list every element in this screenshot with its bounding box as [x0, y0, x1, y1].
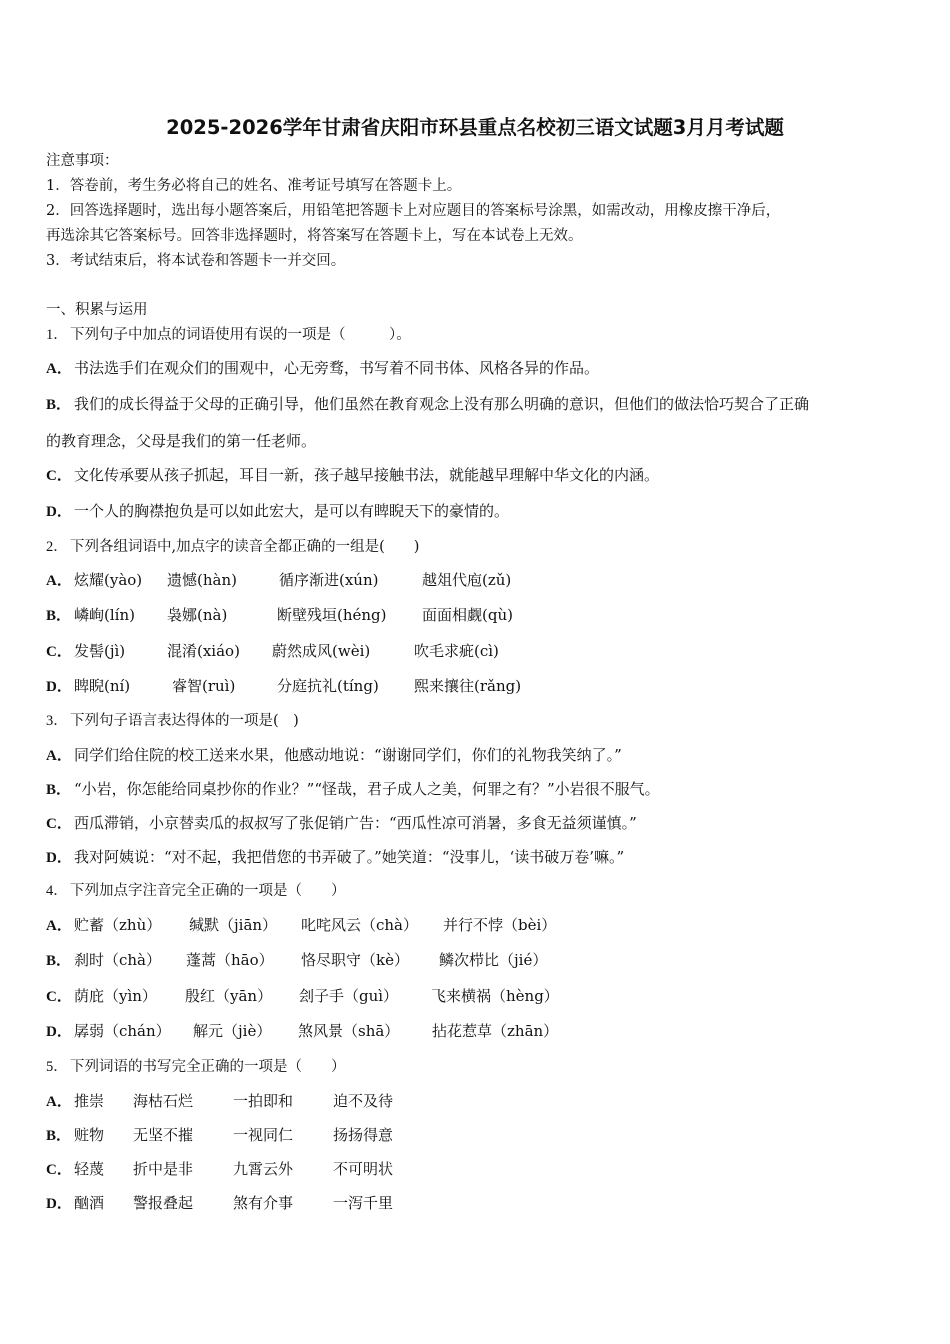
- page-title: 2025-2026学年甘肃省庆阳市环县重点名校初三语文试题3月月考试题: [166, 116, 784, 139]
- option-word: 混淆(xiáo): [167, 642, 240, 660]
- option-word: 分庭抗礼(tíng): [277, 677, 379, 695]
- option-label: A．: [46, 1094, 72, 1110]
- question-3-stem: [46, 711, 299, 731]
- option-label: B．: [46, 1128, 72, 1144]
- option-word: 越俎代庖(zǔ): [422, 571, 512, 589]
- option-label: B．: [46, 782, 72, 798]
- option-text: “小岩，你怎能给同桌抄你的作业？”“怪哉，君子成人之美，何罪之有？”小岩很不服气。: [74, 780, 660, 798]
- option-word: 面面相觑(qù): [422, 606, 513, 624]
- option-word: 恪尽职守（kè）: [301, 951, 409, 969]
- option-word: 缄默（jiān）: [189, 916, 278, 934]
- question-5-option-b: [46, 1125, 393, 1146]
- question-number: 3．: [46, 713, 68, 729]
- option-word: 叱咤风云（chà）: [301, 916, 419, 934]
- question-3-option-d: [46, 847, 624, 868]
- option-word: 袅娜(nà): [167, 606, 228, 624]
- option-label: C．: [46, 468, 72, 484]
- option-label: C．: [46, 644, 72, 660]
- option-word: 轻蔑: [74, 1160, 105, 1178]
- question-2-option-c: [46, 641, 499, 662]
- option-word: 海枯石烂: [133, 1092, 194, 1110]
- question-1-option-d: [46, 501, 509, 522]
- option-word: 熙来攘往(rǎng): [414, 677, 522, 695]
- option-word: 不可明状: [333, 1160, 394, 1178]
- option-label: B．: [46, 608, 72, 624]
- option-text: 我们的成长得益于父母的正确引导，他们虽然在教育观念上没有那么明确的意识，但他们的做法恰巧契合了正确: [74, 395, 810, 413]
- option-word: 酗酒: [74, 1194, 105, 1212]
- option-word: 一视同仁: [233, 1126, 294, 1144]
- notice-item: 2．回答选择题时，选出每小题答案后，用铅笔把答题卡上对应题目的答案标号涂黑，如需改动，用橡皮擦干净后，: [46, 203, 781, 219]
- question-1-option-a: [46, 358, 599, 379]
- question-5-option-a: [46, 1091, 393, 1112]
- option-word: 煞风景（shā）: [298, 1022, 400, 1040]
- option-label: D．: [46, 1196, 72, 1212]
- option-word: 鳞次栉比（jié）: [439, 951, 548, 969]
- question-5-option-d: [46, 1193, 393, 1214]
- question-5-option-c: [46, 1159, 393, 1180]
- question-1-option-c: [46, 465, 659, 486]
- option-word: 一拍即和: [233, 1092, 294, 1110]
- question-2-option-d: [46, 676, 521, 697]
- question-4-stem: [46, 881, 346, 901]
- option-text: 一个人的胸襟抱负是可以如此宏大，是可以有睥睨天下的豪情的。: [74, 502, 510, 520]
- option-label: C．: [46, 816, 72, 832]
- question-5-stem: [46, 1057, 346, 1077]
- option-word: 扬扬得意: [333, 1126, 394, 1144]
- question-text: 下列句子语言表达得体的一项是( ): [70, 713, 299, 729]
- option-word: 赃物: [74, 1126, 105, 1144]
- question-4-option-d: [46, 1021, 558, 1042]
- option-word: 折中是非: [133, 1160, 194, 1178]
- section-heading: 一、积累与运用: [46, 302, 148, 318]
- question-3-option-c: [46, 813, 637, 834]
- option-word: 迫不及待: [333, 1092, 394, 1110]
- option-label: A．: [46, 918, 72, 934]
- option-label: B．: [46, 953, 72, 969]
- option-word: 遗憾(hàn): [167, 571, 237, 589]
- notice-item: 3．考试结束后，将本试卷和答题卡一并交回。: [46, 253, 346, 269]
- option-word: 殷红（yān）: [185, 987, 273, 1005]
- question-4-option-a: [46, 915, 556, 936]
- option-word: 飞来横祸（hèng）: [431, 987, 559, 1005]
- question-number: 2．: [46, 539, 68, 555]
- option-word: 发髻(jì): [74, 642, 126, 660]
- question-text: 下列加点字注音完全正确的一项是（ ）: [70, 883, 346, 899]
- option-word: 拈花惹草（zhān）: [432, 1022, 559, 1040]
- option-word: 一泻千里: [333, 1194, 394, 1212]
- option-label: C．: [46, 989, 72, 1005]
- question-4-option-c: [46, 986, 559, 1007]
- option-word: 无坚不摧: [133, 1126, 194, 1144]
- option-word: 睥睨(ní): [74, 677, 131, 695]
- option-label: D．: [46, 1024, 72, 1040]
- option-text: 西瓜滞销，小京替卖瓜的叔叔写了张促销广告：“西瓜性凉可消暑，多食无益须谨慎。”: [74, 814, 637, 832]
- option-word: 炫耀(yào): [74, 571, 143, 589]
- option-word: 荫庇（yìn）: [74, 987, 157, 1005]
- option-text: 文化传承要从孩子抓起，耳目一新，孩子越早接触书法，就能越早理解中华文化的内涵。: [74, 466, 660, 484]
- option-label: D．: [46, 850, 72, 866]
- option-word: 推崇: [74, 1092, 105, 1110]
- notice-item: 1．答卷前，考生务必将自己的姓名、准考证号填写在答题卡上。: [46, 178, 462, 194]
- option-label: A．: [46, 361, 72, 377]
- option-label: D．: [46, 679, 72, 695]
- option-label: D．: [46, 504, 72, 520]
- question-1-stem: [46, 325, 411, 345]
- option-label: C．: [46, 1162, 72, 1178]
- question-2-stem: [46, 537, 419, 557]
- option-word: 断壁残垣(héng): [277, 606, 387, 624]
- question-number: 1．: [46, 327, 68, 343]
- option-word: 解元（jiè）: [193, 1022, 272, 1040]
- option-word: 贮蓄（zhù）: [74, 916, 162, 934]
- question-1-option-b-continued: 的教育理念，父母是我们的第一任老师。: [46, 432, 317, 450]
- question-text: 下列各组词语中,加点字的读音全都正确的一组是( ): [70, 539, 420, 555]
- option-label: A．: [46, 748, 72, 764]
- notice-heading: 注意事项：: [46, 153, 119, 169]
- option-word: 孱弱（chán）: [74, 1022, 171, 1040]
- option-text: 我对阿姨说：“对不起，我把借您的书弄破了。”她笑道：“没事儿，‘读书破万卷’嘛。”: [74, 848, 625, 866]
- option-word: 九霄云外: [233, 1160, 294, 1178]
- option-word: 嶙峋(lín): [74, 606, 135, 624]
- option-word: 睿智(ruì): [172, 677, 236, 695]
- question-2-option-b: [46, 605, 513, 626]
- option-word: 刽子手（guì）: [299, 987, 399, 1005]
- question-1-option-b: [46, 394, 809, 415]
- option-word: 警报叠起: [133, 1194, 194, 1212]
- question-text: 下列句子中加点的词语使用有误的一项是（ ）。: [70, 327, 411, 343]
- option-word: 煞有介事: [233, 1194, 294, 1212]
- option-word: 吹毛求疵(cì): [414, 642, 499, 660]
- option-label: B．: [46, 397, 72, 413]
- option-word: 蓬蒿（hāo）: [186, 951, 274, 969]
- question-4-option-b: [46, 950, 547, 971]
- question-2-option-a: [46, 570, 511, 591]
- question-text: 下列词语的书写完全正确的一项是（ ）: [70, 1059, 346, 1075]
- option-word: 循序渐进(xún): [279, 571, 379, 589]
- question-3-option-b: [46, 779, 660, 800]
- option-word: 并行不悖（bèi）: [443, 916, 557, 934]
- notice-item: 再选涂其它答案标号。回答非选择题时，将答案写在答题卡上，写在本试卷上无效。: [46, 228, 583, 244]
- question-3-option-a: [46, 745, 622, 766]
- question-number: 4．: [46, 883, 68, 899]
- question-number: 5．: [46, 1059, 68, 1075]
- option-text: 书法选手们在观众们的围观中，心无旁骛，书写着不同书体、风格各异的作品。: [74, 359, 600, 377]
- option-word: 刹时（chà）: [74, 951, 162, 969]
- option-label: A．: [46, 573, 72, 589]
- option-text: 同学们给住院的校工送来水果，他感动地说：“谢谢同学们，你们的礼物我笑纳了。”: [74, 746, 622, 764]
- option-word: 蔚然成风(wèi): [272, 642, 371, 660]
